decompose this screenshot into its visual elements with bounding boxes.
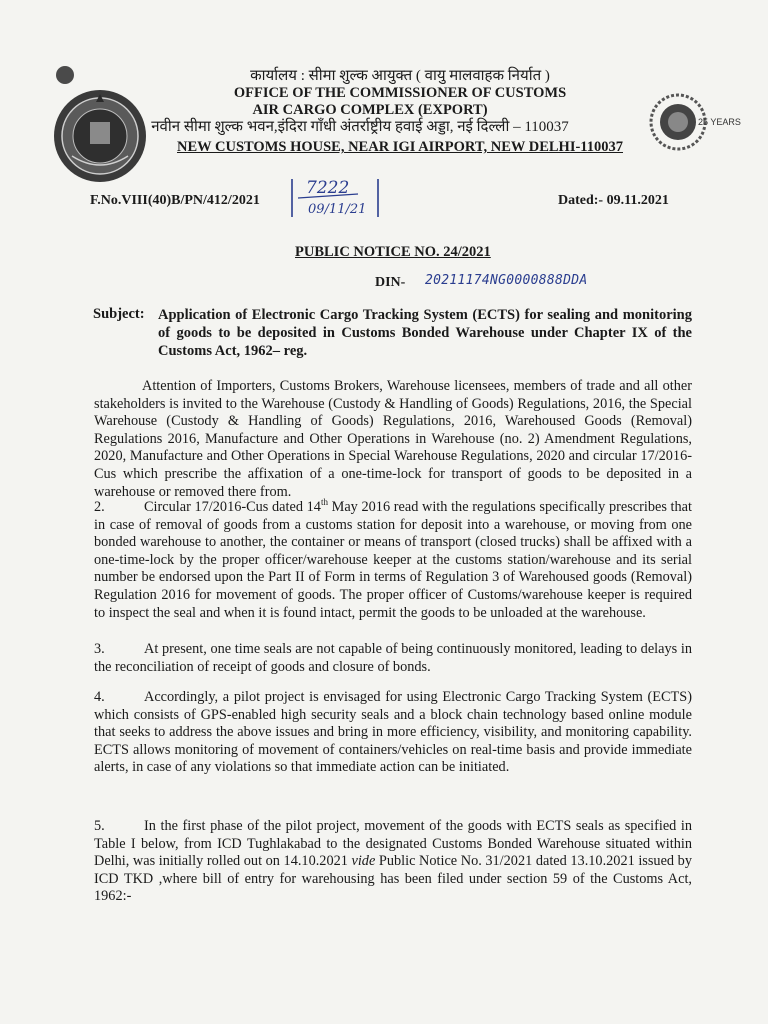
paragraph-4 bbox=[94, 689, 692, 777]
paragraph-intro: Attention of Importers, Customs Brokers, Warehouse licensees, members of trade and all other stakeholders is invited to the Warehouse (Custody & Handling of Goods) Regulations, 2016, the Special Warehouse (Custody & Handling of Goods) Regulations, 2016, Warehoused Goods (Removal) Regulations 2016, Manufacture and Other Operations in Warehouse (no. 2) Amendment Regulations, 2020, Manufacture and Other Operations in Special Warehouse Regulations, 2020 and circular 17/2016-Cus which prescribe the affixation of a one-time-lock for transport of goods to be deposited in a warehouse or removed there from. bbox=[94, 378, 692, 500]
handwritten-number: 7222 bbox=[306, 178, 350, 198]
file-number: F.No.VIII(40)B/PN/412/2021 bbox=[90, 193, 260, 208]
paragraph-text: At present, one time seals are not capable of being continuously monitored, leading to delays in the reconciliation of receipt of goods and closure of bonds. bbox=[94, 641, 692, 675]
subject-text: Application of Electronic Cargo Tracking System (ECTS) for sealing and monitoring of goods to be deposited in Customs Bonded Warehouse under Chapter IX of the Customs Act, 1962– reg. bbox=[158, 307, 692, 359]
superscript: th bbox=[320, 497, 328, 508]
handwritten-diary-number bbox=[288, 175, 384, 219]
header-office-title: OFFICE OF THE COMMISSIONER OF CUSTOMS bbox=[233, 85, 567, 101]
paragraph-text: Public Notice No. 31/2021 dated 13.10.2021 issued by ICD TKD ,where bill of entry for warehousing has been filed under section 59 of the Customs Act, 1962:- bbox=[94, 853, 692, 905]
paragraph-text: Circular 17/2016-Cus dated 14 bbox=[144, 499, 321, 515]
paragraph-number: 2. bbox=[94, 499, 105, 515]
paragraph-italic: vide bbox=[351, 853, 376, 870]
seal-years-label: 25 YEARS bbox=[698, 117, 741, 127]
header-complex-title: AIR CARGO COMPLEX (EXPORT) bbox=[252, 102, 488, 118]
subject-label: Subject: bbox=[93, 306, 145, 322]
paragraph-2 bbox=[94, 499, 692, 622]
header-hindi-office: कार्यालय : सीमा शुल्क आयुक्त ( वायु मालवाहक निर्यात ) bbox=[250, 68, 550, 84]
paragraph-number: 5. bbox=[94, 818, 105, 834]
din-value: 20211174NG0000888DDA bbox=[425, 273, 588, 288]
din-label: DIN- bbox=[375, 275, 406, 290]
paragraph-text: In the first phase of the pilot project, movement of the goods with ECTS seals as specified in Table I below, from ICD Tughlakabad to the designated Customs Bonded Warehouse situated within Delhi, was initially rolled out on 14.10.2021 bbox=[94, 818, 692, 870]
header-address: NEW CUSTOMS HOUSE, NEAR IGI AIRPORT, NEW DELHI-110037 bbox=[177, 139, 623, 155]
public-notice-title: PUBLIC NOTICE NO. 24/2021 bbox=[295, 244, 491, 260]
paragraph-3 bbox=[94, 641, 692, 676]
paragraph-number: 4. bbox=[94, 689, 105, 705]
paragraph-number: 3. bbox=[94, 641, 105, 657]
header-hindi-address: नवीन सीमा शुल्क भवन,इंदिरा गाँधी अंतर्राष्ट्रीय हवाई अड्डा, नई दिल्ली – 110037 bbox=[151, 119, 569, 135]
filing-dot bbox=[56, 66, 74, 84]
paragraph-5 bbox=[94, 818, 692, 906]
paragraph-text: Accordingly, a pilot project is envisaged for using Electronic Cargo Tracking System (ECTS) which consists of GPS-enabled high security seals and a block chain technology based online module that seeks to address the above issues and bring in more efficiency, visibility, and monitoring capability. ECTS allows monitoring of movement of containers/vehicles on real-time basis and provide immediate alerts, in case of any violations so that immediate action can be initiated. bbox=[94, 689, 692, 776]
handwritten-date: 09/11/21 bbox=[308, 202, 367, 217]
dated: Dated:- 09.11.2021 bbox=[558, 193, 669, 208]
paragraph-text: May 2016 read with the regulations specifically prescribes that in case of removal of goods from a customs station for deposit into a warehouse, or moving from one bonded warehouse to another, the container or means of transport (closed trucks) shall be affixed with a one-time-lock by the proper officer/warehouse keeper at the customs station/warehouse and its serial number be endorsed upon the Part II of Form in terms of Regulation 3 of Warehoused goods (Removal) Regulation 2016 for movement of goods. The proper officer of Customs/warehouse keeper is required to inspect the seal and when it is found intact, permit the goods to be unloaded at the warehouse. bbox=[94, 499, 692, 621]
